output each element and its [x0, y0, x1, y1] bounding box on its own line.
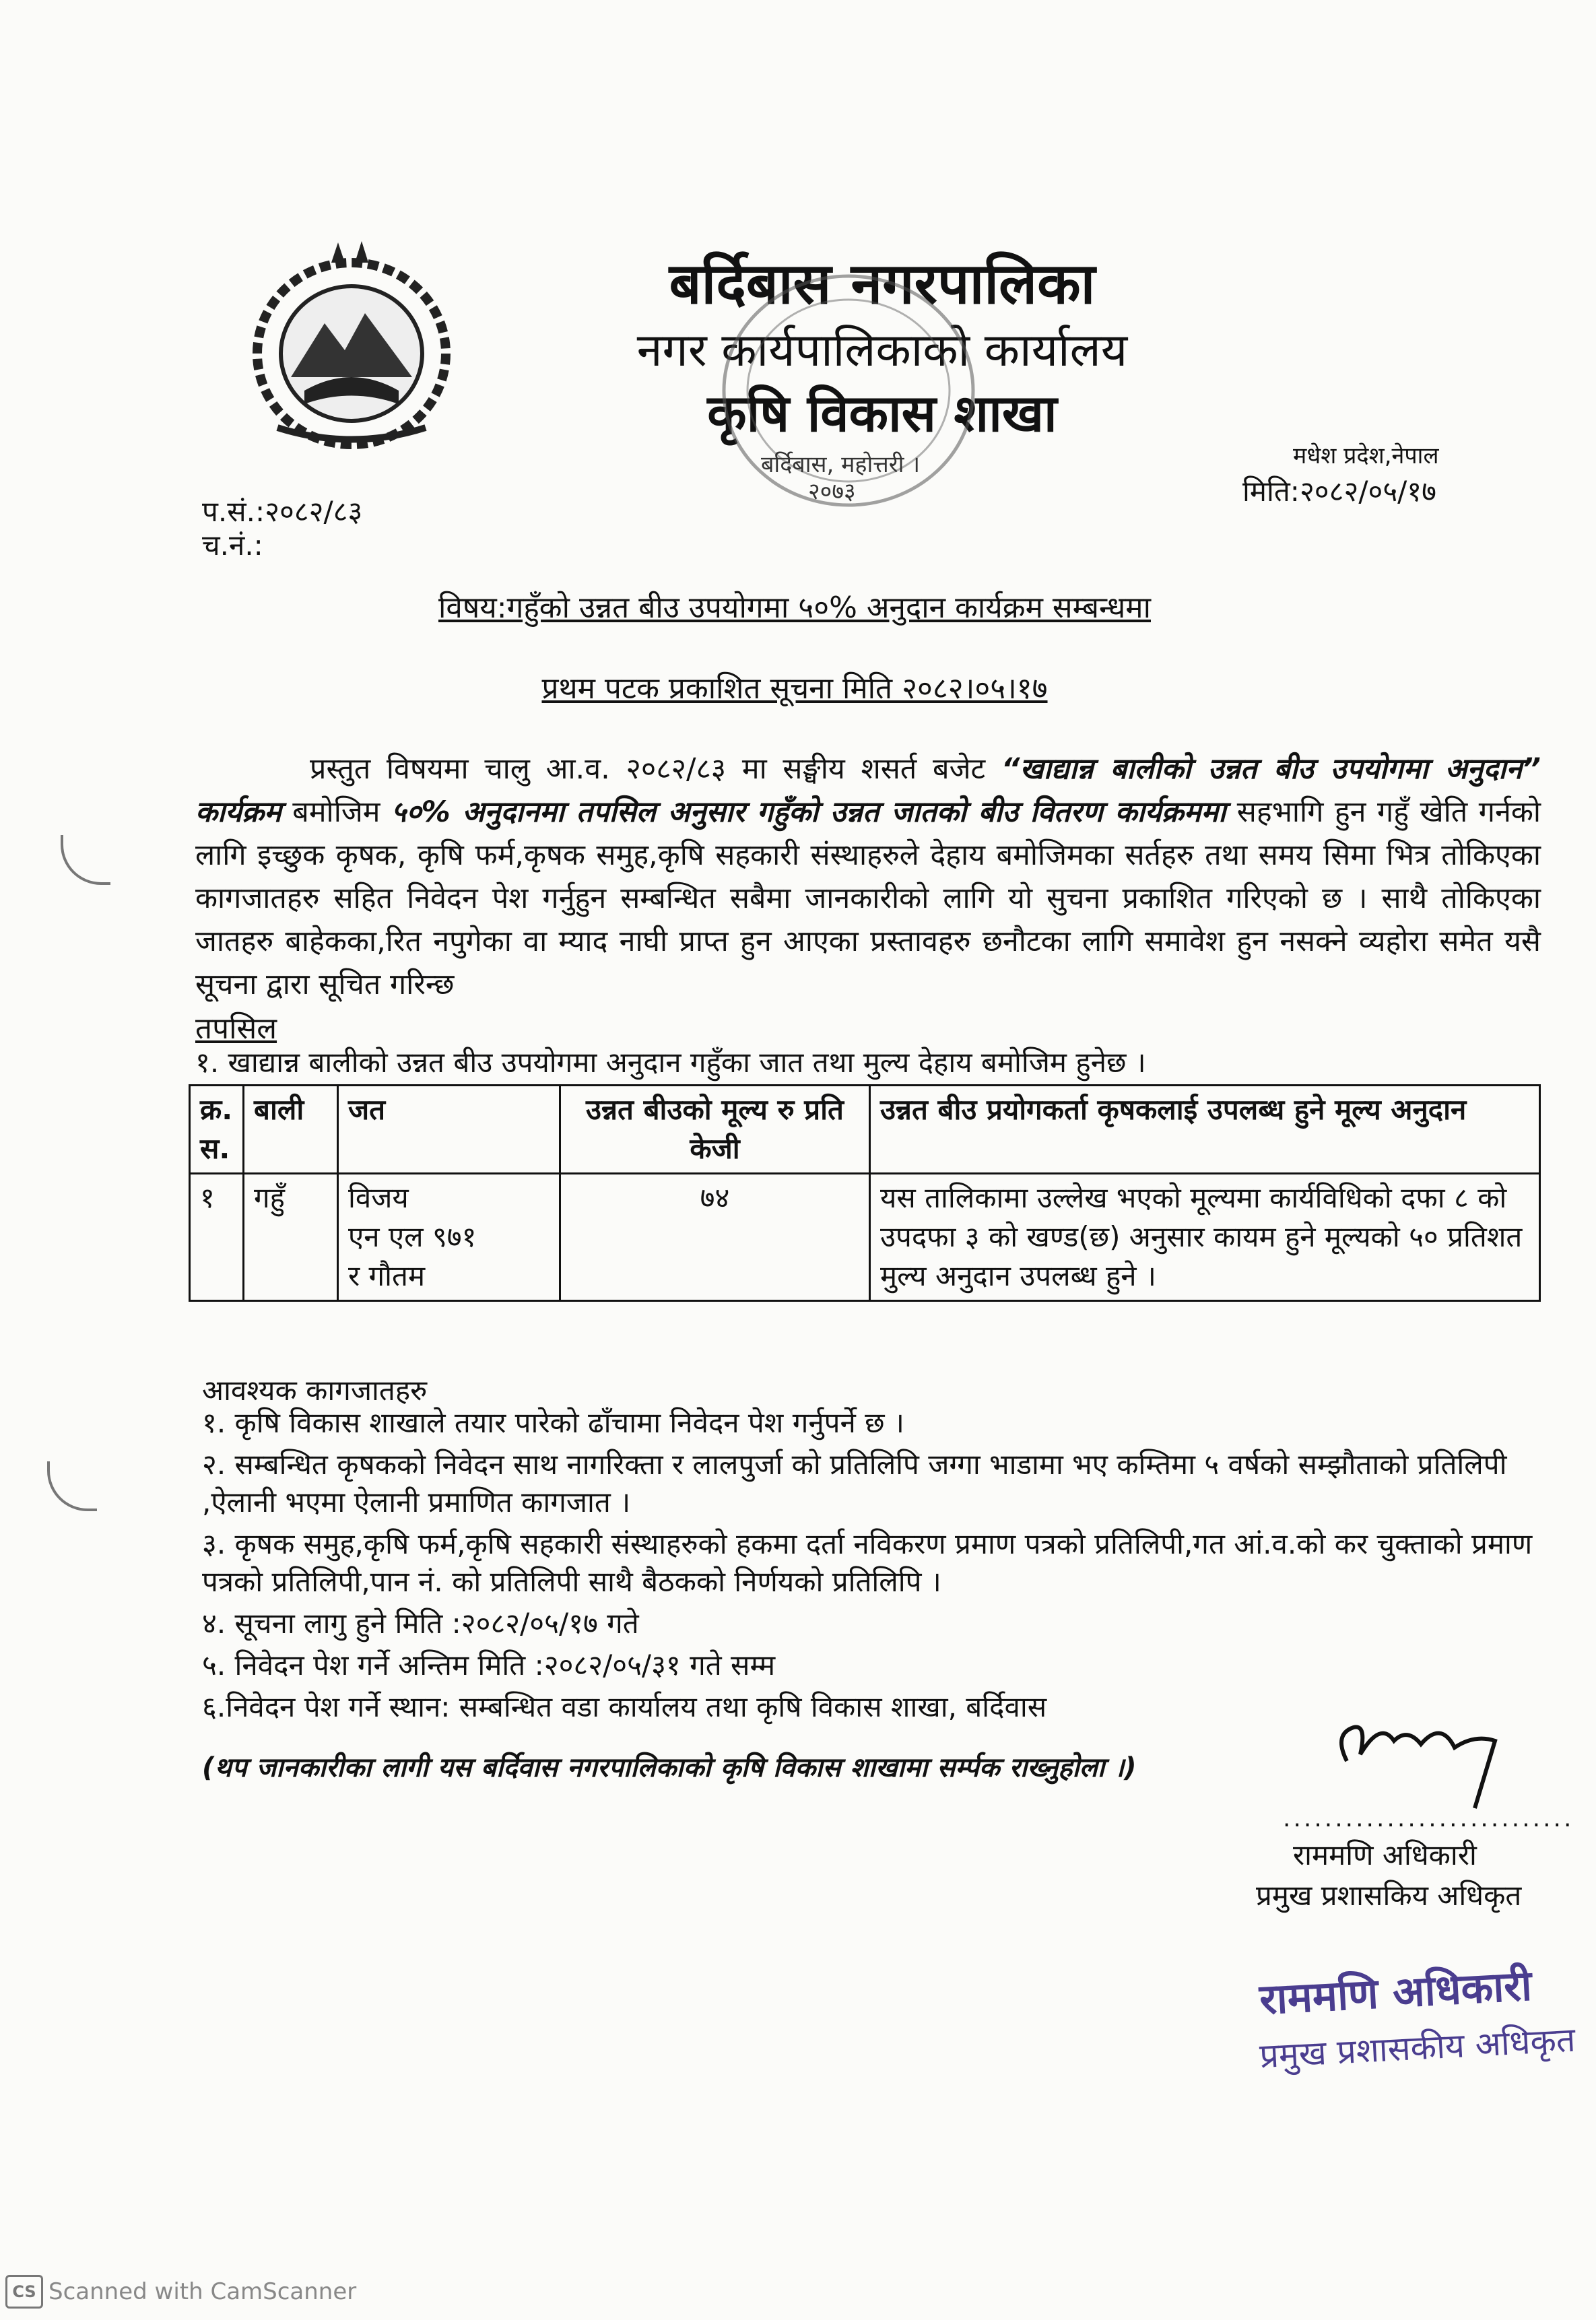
table-row [190, 1174, 1540, 1301]
table-cell-price: ७४ [560, 1174, 870, 1301]
list-item: २. सम्बन्धित कृषकको निवेदन साथ नागरिक्ता र लालपुर्जा को प्रतिलिपि जग्गा भाडामा भए कम्तिमा ५ वर्षको सम्झौताको प्रतिलिपी ,ऐलानी भएमा ऐलानी प्रमाणित कागजात । [202, 1448, 1507, 1519]
required-docs-heading: आवश्यक कागजातहरु [202, 1374, 428, 1407]
camscanner-logo-icon: CS [5, 2275, 43, 2309]
scanner-watermark: Scanned with CamScanner [48, 2278, 357, 2305]
list-item: १. कृषि विकास शाखाले तयार पारेको ढाँचामा निवेदन पेश गर्नुपर्ने छ । [202, 1406, 904, 1439]
dispatch-number: च.नं.: [202, 529, 263, 562]
seed-price-table [189, 1084, 1541, 1302]
table-cell-crop: गहुँ [244, 1174, 338, 1301]
table-header-crop: बाली [244, 1086, 338, 1174]
contact-note: (थप जानकारीका लागी यस बर्दिवास नगरपालिकाको कृषि विकास शाखामा सर्म्पक राख्नुहोला ।) [202, 1752, 1137, 1783]
first-published-line: प्रथम पटक प्रकाशित सूचना मिति २०८२।०५।१७ [541, 671, 1048, 706]
seal-text-year: २०७३ [808, 478, 856, 505]
details-heading: तपसिल [195, 1012, 277, 1046]
table-header-variety: जत [338, 1086, 560, 1174]
reference-number: प.सं.:२०८२/८३ [202, 495, 363, 528]
office-name: नगर कार्यपालिकाको कार्यालय [636, 324, 1128, 377]
seal-text-location: बर्दिबास, महोत्तरी । [761, 451, 921, 478]
subject-line: विषय:गहुँको उन्नत बीउ उपयोगमा ५०% अनुदान कार्यक्रम सम्बन्धमा [438, 591, 1151, 625]
signatory-post: प्रमुख प्रशासकिय अधिकृत [1256, 1879, 1522, 1912]
variety-3: र गौतम [348, 1259, 426, 1292]
stamp-post: प्रमुख प्रशासकीय अधिकृत [1258, 2020, 1576, 2076]
table-cell-subsidy: यस तालिकामा उल्लेख भएको मूल्यमा कार्यविधिको दफा ८ को उपदफा ३ को खण्ड(छ) अनुसार कायम हुने मूल्यको ५० प्रतिशत मुल्य अनुदान उपलब्ध हुने । [870, 1174, 1540, 1301]
table-header-row [190, 1086, 1540, 1174]
variety-1: विजय [348, 1181, 409, 1214]
table-cell-sn: १ [190, 1174, 244, 1301]
stamp-name: राममणि अधिकारी [1258, 1960, 1533, 2024]
punch-hole-mark [61, 835, 110, 885]
signatory-name: राममणि अधिकारी [1293, 1838, 1477, 1871]
letter-date: मिति:२०८२/०५/१७ [1242, 475, 1436, 508]
branch-name: कृषि विकास शाखा [707, 383, 1057, 443]
details-item-1: १. खाद्यान्न बालीको उन्नत बीउ उपयोगमा अनुदान गहुँका जात तथा मुल्य देहाय बमोजिम हुनेछ । [195, 1046, 1146, 1079]
required-docs-list [202, 1404, 1542, 1730]
table-cell-variety [338, 1174, 560, 1301]
list-item: ४. सूचना लागु हुने मिति :२०८२/०५/१७ गते [202, 1607, 639, 1640]
body-paragraph: प्रस्तुत विषयमा चालु आ.व. २०८२/८३ मा सङ्घीय शसर्त बजेट “खाद्यान्न बालीको उन्नत बीउ उपयोगमा अनुदान” कार्यक्रम बमोजिम ५०% अनुदानमा तपसिल अनुसार गहुँको उन्नत जातको बीउ वितरण कार्यक्रममा सहभागि हुन गहुँ खेति गर्नको लागि इच्छुक कृषक, कृषि फर्म,कृषक समुह,कृषि सहकारी संस्थाहरुले देहाय बमोजिमका सर्तहरु तथा समय सिमा भित्र तोकिएका कागजातहरु सहित निवेदन पेश गर्नुहुन सम्बन्धित सबैमा जानकारीको लागि यो सुचना प्रकाशित गरिएको छ । साथै तोकिएका जातहरु बाहेकका,रित नपुगेका वा म्याद नाघी प्राप्त हुन आएका प्रस्तावहरु छनौटका लागि समावेश हुन नसक्ने व्यहोरा समेत यसै सूचना द्वारा सूचित गरिन्छ [195, 752, 1541, 1001]
table-header-subsidy: उन्नत बीउ प्रयोगकर्ता कृषकलाई उपलब्ध हुने मूल्य अनुदान [870, 1086, 1540, 1174]
signature-line: ............................ [1283, 1805, 1574, 1832]
nepal-emblem-icon [237, 236, 466, 458]
list-item: ६.निवेदन पेश गर्ने स्थान: सम्बन्धित वडा कार्यालय तथा कृषि विकास शाखा, बर्दिवास [202, 1690, 1047, 1723]
province-label: मधेश प्रदेश,नेपाल [1293, 442, 1439, 469]
variety-2: एन एल ९७१ [348, 1220, 477, 1253]
list-item: ५. निवेदन पेश गर्ने अन्तिम मिति :२०८२/०५/३१ गते सम्म [202, 1649, 776, 1682]
punch-hole-mark [47, 1461, 97, 1511]
table-header-sn: क्र. स. [190, 1086, 244, 1174]
org-name: बर्दिबास नगरपालिका [669, 250, 1096, 317]
table-header-price: उन्नत बीउको मूल्य रु प्रति केजी [560, 1086, 870, 1174]
list-item: ३. कृषक समुह,कृषि फर्म,कृषि सहकारी संस्थाहरुको हकमा दर्ता नविकरण प्रमाण पत्रको प्रतिलिपी,गत आं.व.को कर चुक्ताको प्रमाण पत्रको प्रतिलिपी,पान नं. को प्रतिलिपी साथै बैठकको निर्णयको प्रतिलिपि । [202, 1527, 1533, 1598]
